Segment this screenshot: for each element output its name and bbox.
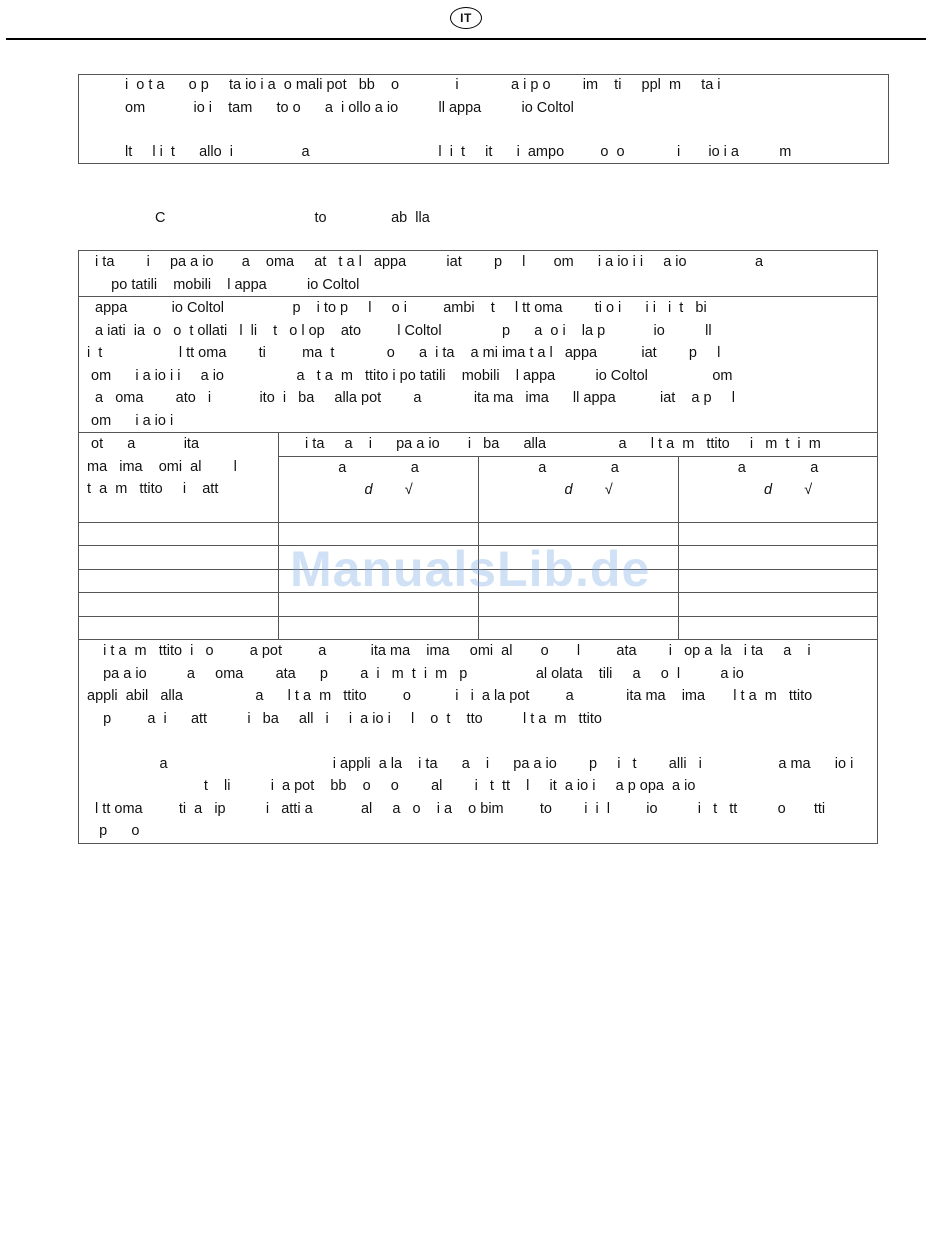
intro-cell-2: appa io Coltol p i to p l o i ambi t l tt oma ti o i i i i t bi a iati ia o o t ollati l li t o l op ato l Coltol p a o i la p io ll i t l tt oma ti ma t o a i ta a mi ima t a l appa iat p l om i a io i i a io a t a m ttito i po tatili mobili l appa io Coltol om a oma ato i ito i ba alla pot a ita ma ima ll appa iat a p l om i a io i — [79, 297, 878, 433]
formula-cell: a a d √ — [479, 456, 679, 522]
footer-notes: i t a m ttito i o a pot a ita ma ima omi al o l ata i op a la i ta a i pa a io a oma ata p a i m t i m p al olata tili a o l a io appli abil alla a l t a m ttito o i i a la pot a ita ma ima l t a m ttito p a i att i ba all i i a io i l o t tto l t a m ttito a i appli a la i ta a i pa a io p i t alli i a ma io i t li i a pot bb o o al i t tt l it a io i a p opa a io l tt oma ti a ip i atti a al a o i a o bim to i i l io i t tt o tti p o — [79, 640, 878, 844]
footer-row — [79, 640, 878, 844]
table-row — [79, 546, 878, 570]
separation-distance-table — [78, 250, 878, 844]
intro-row — [79, 251, 878, 297]
table-row — [79, 522, 878, 546]
intro-row — [79, 297, 878, 433]
header-row — [79, 433, 878, 457]
table-row — [79, 616, 878, 640]
watermark: ManualsLib.de — [290, 541, 651, 597]
note-line: i o t a o p ta io i a o mali pot bb o i a i p o im ti ppl m ta i — [125, 77, 721, 93]
intro-cell-1: i ta i pa a io a oma at t a l appa iat p l om i a io i i a io a po tatili mobili l appa io Coltol — [79, 251, 878, 297]
note-box — [78, 74, 889, 164]
formula-cell: a a d √ — [679, 456, 878, 522]
formula-cell: a a d √ — [279, 456, 479, 522]
table-row — [79, 569, 878, 593]
header-rule — [6, 38, 926, 40]
note-line: om io i tam to o a i ollo a io ll appa io Coltol — [125, 100, 574, 116]
language-code: IT — [460, 11, 472, 25]
table-row — [79, 593, 878, 617]
table-caption: C to ab lla — [155, 210, 430, 226]
note-line: lt l i t allo i a l i t it i ampo o o i io i a m — [125, 144, 792, 160]
language-badge — [450, 7, 482, 29]
power-column-header: ot a ita ma ima omi al l t a m ttito i att — [79, 433, 279, 523]
distance-header: i ta a i pa a io i ba alla a l t a m ttito i m t i m — [279, 433, 878, 457]
